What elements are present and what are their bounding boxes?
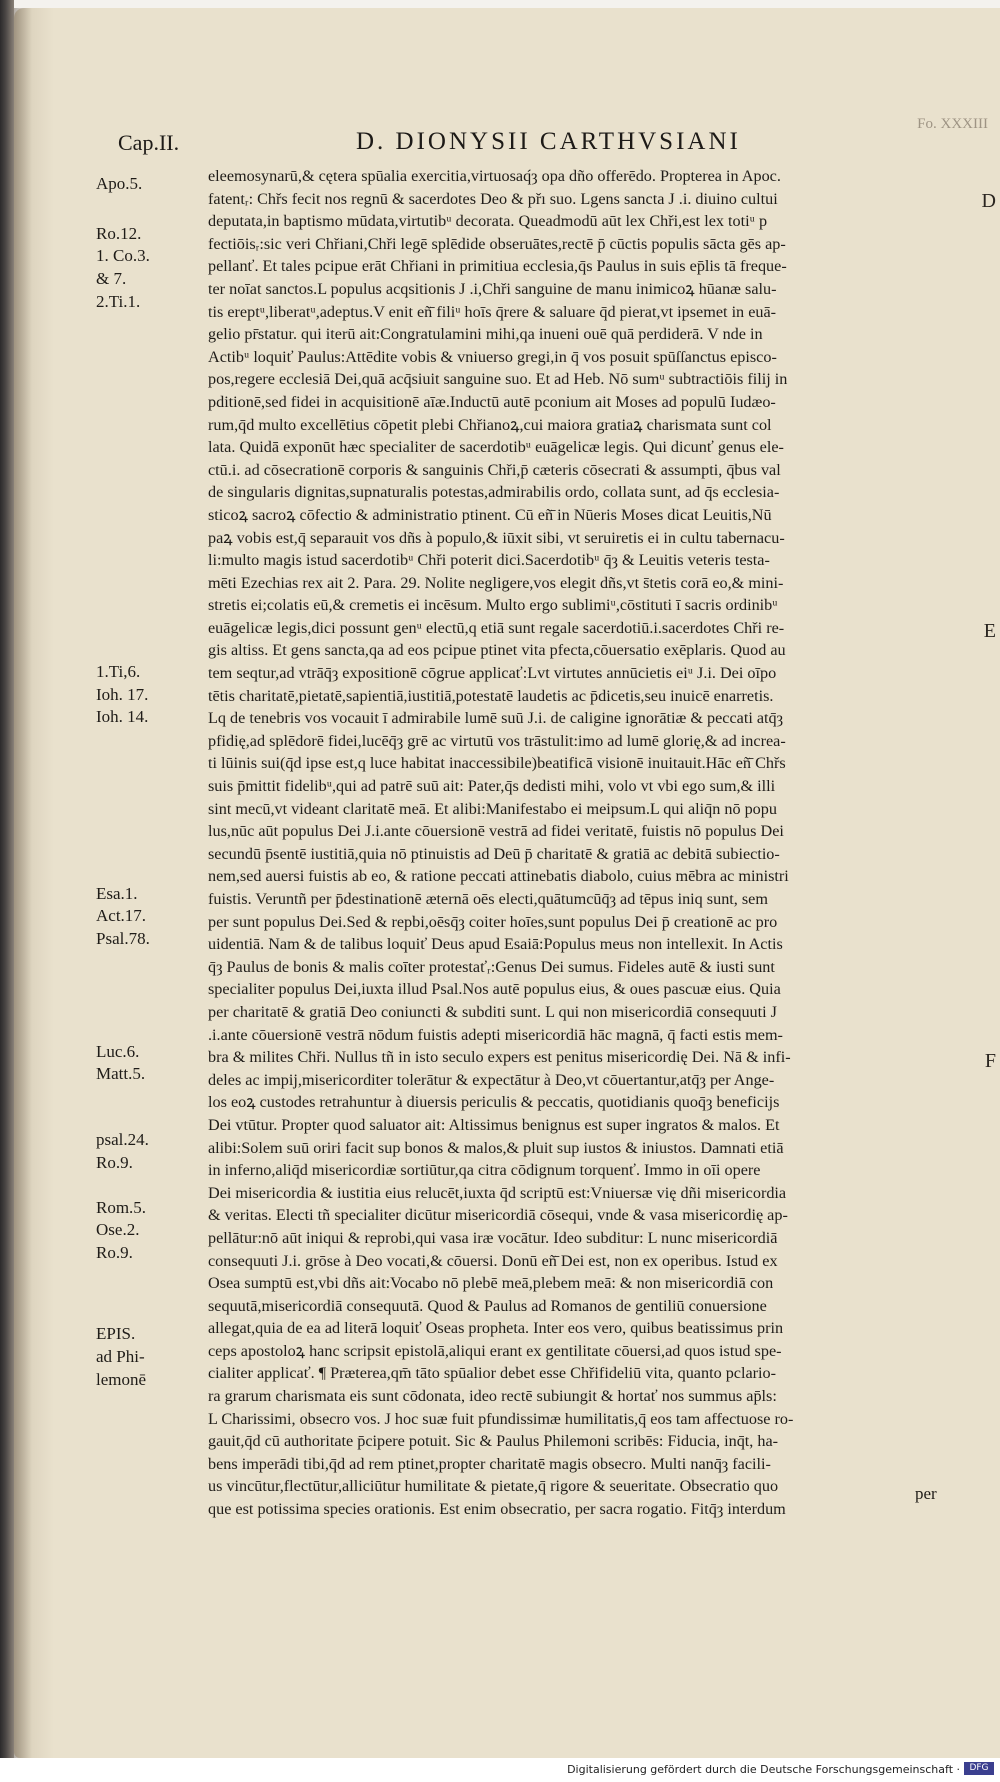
text-line: pos,regere ecclesiā Dei,quā acq̄siuit sanguine suo. Et ad Heb. Nō sumᵘ subtractiōis filij in — [208, 370, 788, 389]
text-line: Osea sumptū est,vbi dñs ait:Vocabo nō plebē meā,plebem meā: & non misericordiā con — [208, 1274, 774, 1293]
text-line: fuistis. Veruntñ per p̄destinationē æternā oēs electi,quātumcūq̄ȝ ad tēpus iniq sunt, sem — [208, 890, 768, 908]
text-line: euāgelicæ legis,dici possunt genᵘ electū,q etiā sunt regale sacerdotiū.i.sacerdotes Chři re- — [208, 618, 785, 637]
margin-reference: EPIS. — [96, 1324, 136, 1344]
chapter-label: Cap.II. — [118, 130, 180, 155]
book-edge — [0, 0, 14, 1782]
text-line: deputata,in baptismo mūdata,virtutibᵘ decorata. Queadmodū aūt lex Chři,est lex totiᵘ p — [208, 212, 768, 231]
margin-reference: lemonē — [96, 1369, 147, 1389]
text-line: per sunt populus Dei.Sed & repbi,oēsq̄ȝ coiter hoīes,sunt populus Dei p̄ creationē ac pro — [208, 912, 778, 931]
margin-reference: Ose.2. — [96, 1220, 140, 1240]
margin-reference: Ioh. 17. — [96, 684, 149, 704]
text-line: deles ac impij,misericorditer tolerātur & expectātur à Deo,vt cōuertantur,atq̄ȝ per Ange- — [208, 1070, 775, 1089]
text-line: consequuti J.i. grōse à Deo vocati,& cōuersi. Donū eñ̄ Dei est, non ex operibus. Istud ex — [208, 1251, 778, 1270]
main-text — [208, 165, 960, 1521]
margin-reference: Psal.78. — [96, 928, 150, 948]
text-line: Lq de tenebris vos vocauit ī admirabile lumē suū J.i. de caligine ignorātiæ & peccati atq̄ȝ — [208, 709, 784, 728]
text-line: nem,sed auersi fuistis ab eo, & ratione peccati attinebatis diabolo, cuius mēbra ac ministri — [208, 867, 789, 886]
text-line: tis ereptᵘ,liberatᵘ,adeptus.V enit eñ̄ filiᵘ hoīs q̄rere & saluare q̄d pierat,vt ipsemet in euā- — [208, 302, 777, 321]
text-line: paꝝ vobis est,q̄ separauit vos dñs à populo,& iūxit sibi, vt seruiretis ei in cultu tabernacu- — [208, 528, 785, 547]
text-line: tētis charitatē,pietatē,sapientiā,iustitiā,potestatē laudetis ac p̄dicetis,seu inuicē enarretis. — [208, 686, 774, 705]
text-line: stretis ei;colatis eū,& cremetis ei incēsum. Multo ergo sublimiᵘ,cōstituti ī sacris ordinibᵘ — [208, 596, 778, 615]
text-line: & veritas. Electi tñ specialiter dicūtur misericordiā cōsequi, vnde & vasa misericordię ap- — [208, 1206, 788, 1225]
margin-reference: Rom.5. — [96, 1197, 147, 1217]
text-line: .i.ante cōuersionē vestrā nōdum fuistis adepti misericordiā hāc magnā, q̄ facti estis mem- — [208, 1025, 783, 1044]
dfg-logo: DFG — [964, 1762, 994, 1775]
footer-credit: Digitalisierung gefördert durch die Deutsche Forschungsgemeinschaft · — [567, 1763, 960, 1776]
text-line: de singularis dignitas,supnaturalis potestas,admirabilis ordo, collata sunt, ad q̄s ecclesia- — [208, 483, 780, 502]
text-line: fatentᵣ: Chřs fecit nos regnū & sacerdotes Deo & přı suo. Lgens sancta J .i. diuino cultui — [208, 189, 778, 208]
text-line: us vincūtur,flectūtur,alliciūtur humilitate & pietate,q̄ rigore & seueritate. Obsecratio quo — [208, 1477, 779, 1496]
margin-reference: & 7. — [96, 268, 127, 288]
margin-reference: 2.Ti.1. — [96, 291, 141, 311]
text-line: que est potissima species orationis. Est enim obsecratio, per sacra rogatio. Fitq̄ȝ interdum — [208, 1500, 786, 1519]
page-title: D. DIONYSII CARTHVSIANI — [356, 128, 741, 155]
text-line: ti lūinis sui(q̄d ipse est,q luce habitat inaccessibile)beatificā visionē inuitauit.Hāc eñ̄ Chřs — [208, 754, 786, 773]
margin-reference: Ro.9. — [96, 1243, 133, 1263]
text-line: ceps apostoloꝝ hanc scripsit epistolā,aliqui erant ex gentilitate cōuersi,ad quos istud spe- — [208, 1341, 782, 1360]
text-line: pditionē,sed fidei in acquisitionē aīæ.Inductū autē pconium ait Moses ad populū Iudæo- — [208, 392, 776, 411]
section-letter-e: E — [983, 620, 996, 642]
text-line: cialiter applicať. ¶ Præterea,qm̄ tāto spūalior debet esse Chřifideliū vita, quanto pclario- — [208, 1364, 777, 1383]
text-line: q̄ȝ Paulus de bonis & malis coīter protestaťᵣ:Genus Dei sumus. Fideles autē & iusti sunt — [208, 957, 775, 976]
margin-reference: 1. Co.3. — [96, 246, 150, 266]
text-line: mēti Ezechias rex ait 2. Para. 29. Nolite negligere,vos elegit dñs,vt s̄tetis corā eo,& mini- — [208, 573, 784, 592]
text-line: fectiōisᵣ:sic veri Chřiani,Chři legē splēdide obseruātes,rectē p̄ cūctis populis sācta gēs ap- — [208, 234, 786, 253]
text-line: suis p̄mittit fidelibᵘ,qui ad patrē suū ait: Pater,q̄s dedisti mihi, volo vt vbi ego sum,& illi — [208, 777, 776, 796]
text-line: ctū.i. ad cōsecrationē corporis & sanguinis Chři,p̄ cæteris cōsecrati & assumpti, q̄bus val — [208, 460, 781, 479]
margin-reference: Ioh. 14. — [96, 707, 149, 727]
text-line: specialiter populus Dei,iuxta illud Psal.Nos autē populus eius, & oues pascuæ eius. Quia — [208, 980, 781, 999]
text-line: Dei misericordia & iustitia eius relucēt,iuxta q̄d scriptū est:Vniuersæ vię dñi misericordia — [208, 1183, 787, 1202]
margin-reference: Matt.5. — [96, 1064, 146, 1084]
text-line: lus,nūc aūt populus Dei J.i.ante cōuersionē vestrā ad fidei veritatē, fuistis nō populus Dei — [208, 822, 784, 841]
text-line: lata. Quidā exponūt hæc specialiter de sacerdotibᵘ euāgelicæ legis. Qui dicunť genus ele- — [208, 438, 784, 457]
text-line: pellātur:nō aūt iniqui & reprobi,qui vasa iræ vocātur. Ideo subditur: L nunc misericordiā — [208, 1228, 778, 1247]
text-line: tem seqtur,ad vtrāq̄ȝ expositionē cōgrue applicať:Lvt virtutes annūcietis eiᵘ J.i. Dei oīpo — [208, 664, 777, 683]
text-line: bra & milites Chři. Nullus tñ in isto seculo expers est penitus misericordię Dei. Nā & infi- — [208, 1048, 791, 1067]
text-line: pfidię,ad splēdorē fidei,lucēq̄ȝ grē ac virtutū vos trāstulit:imo ad lumē glorię,& ad increa- — [208, 731, 786, 750]
text-line: eleemosynarū,& cętera spūalia exercitia,virtuosaq́ȝ opa dño offerēdo. Propterea in Apoc. — [208, 167, 781, 185]
gutter-shadow — [14, 8, 32, 1758]
margin-reference: Act.17. — [96, 906, 147, 926]
text-line: sequutā,misericordiā consequutā. Quod & Paulus ad Romanos de gentiliū conuersione — [208, 1296, 767, 1315]
text-line: bens imperādi tibi,q̄d ad rem ptinet,propter charitatē magis obsecro. Multi nanq̄ȝ facili- — [208, 1454, 771, 1473]
text-line: Dei vtūtur. Propter quod saluator ait: Altissimus benignus est super ingratos & malos. Et — [208, 1115, 780, 1134]
running-head — [118, 116, 988, 158]
text-line: ra grarum charismata eis sunt cōdonata, ideo rectē subiungit & hortať nos summus ap̄ls: — [208, 1387, 777, 1406]
margin-reference: Ro.9. — [96, 1152, 133, 1172]
text-line: gauit,q̄d cū authoritate p̄cipere potuit. Sic & Paulus Philemoni scribēs: Fiducia, inq̄t, ha- — [208, 1432, 779, 1451]
text-line: Actibᵘ loquiť Paulus:Attēdite vobis & vniuerso gregi,in q̄ vos posuit spūſſanctus episco- — [208, 347, 777, 366]
text-line: sticoꝝ sacroꝝ cōfectio & administratio ptinent. Cū eñ̄ in Nūeris Moses dicat Leuitis,Nū — [208, 505, 772, 524]
text-line: los eoꝝ custodes retrahuntur à diuersis periculis & peccatis, quotidianis quoq̄ȝ beneficijs — [208, 1093, 780, 1112]
text-line: in inferno,aliq̄d misericordiæ sortiūtur,qa citra cōdignum torquenť. Immo in oīi opere — [208, 1161, 761, 1180]
text-line: sint mecū,vt videant claritatē meā. Et alibi:Manifestabo ei meipsum.L qui aliq̄n nō popu — [208, 799, 777, 818]
catchword: per — [915, 1484, 937, 1503]
bleed-through-text: Fo. XXXIII — [917, 116, 988, 132]
section-letter-d: D — [981, 190, 996, 212]
text-line: alibi:Solem suū oriri facit sup bonos & malos,& pluit sup iustos & iniustos. Damnati etiā — [208, 1138, 784, 1157]
margin-reference: Luc.6. — [96, 1041, 140, 1061]
margin-reference: 1.Ti,6. — [96, 662, 141, 682]
text-line: per charitatē & gratiā Deo coniuncti & subditi sunt. L qui non misericordiā consequuti J — [208, 1002, 777, 1021]
text-line: ter noīat sanctos.L populus acqsitionis J .i,Chři sanguine de manu inimicoꝝ hūanæ salu- — [208, 279, 777, 298]
text-line: uidentiā. Nam & de talibus loquiť Deus apud Esaiā:Populus meus non intellexit. In Actis — [208, 935, 783, 954]
margin-reference: psal.24. — [96, 1130, 149, 1150]
text-line: gis altiss. Et gens sancta,qa ad eos pcipue ptinet vita pfecta,cōuersatio exēplaris. Quod au — [208, 641, 786, 660]
text-line: allegat,quia de ea ad literā loquiť Oseas propheta. Inter eos vero, quibus beatissimus prin — [208, 1319, 784, 1338]
text-line: rum,q̄d multo excellētius cōpetit plebi Chřianoꝝ,cui maiora gratiaꝝ charismata sunt col — [208, 415, 772, 434]
margin-reference: Esa.1. — [96, 883, 138, 903]
section-letter-f: F — [984, 1050, 996, 1072]
margin-reference: Apo.5. — [96, 174, 143, 194]
margin-reference: ad Phi- — [96, 1346, 145, 1366]
text-line: li:multo magis istud sacerdotibᵘ Chři poterit dici.Sacerdotibᵘ q̄ȝ & Leuitis veteris testa- — [208, 551, 770, 570]
margin-reference: Ro.12. — [96, 223, 142, 243]
text-line: pellanť. Et tales pcipue erāt Chřiani in primitiua ecclesia,q̄s Paulus in suis ep̄lis tā freque- — [208, 257, 787, 276]
text-line: L Charissimi, obsecro vos. J hoc suæ fuit pfundissimæ humilitatis,q̄ eos tam affectuose ro- — [208, 1409, 794, 1428]
text-line: secundū p̄sentē iustitiā,quia nō ptinuistis ad Deū p̄ charitatē & gratiā ac debitā subiectio- — [208, 844, 780, 863]
text-line: gelio pr̄statur. qui iterū ait:Congratulamini mihi,qa inueni ouē quā perdiderā. V nde in — [208, 325, 763, 344]
